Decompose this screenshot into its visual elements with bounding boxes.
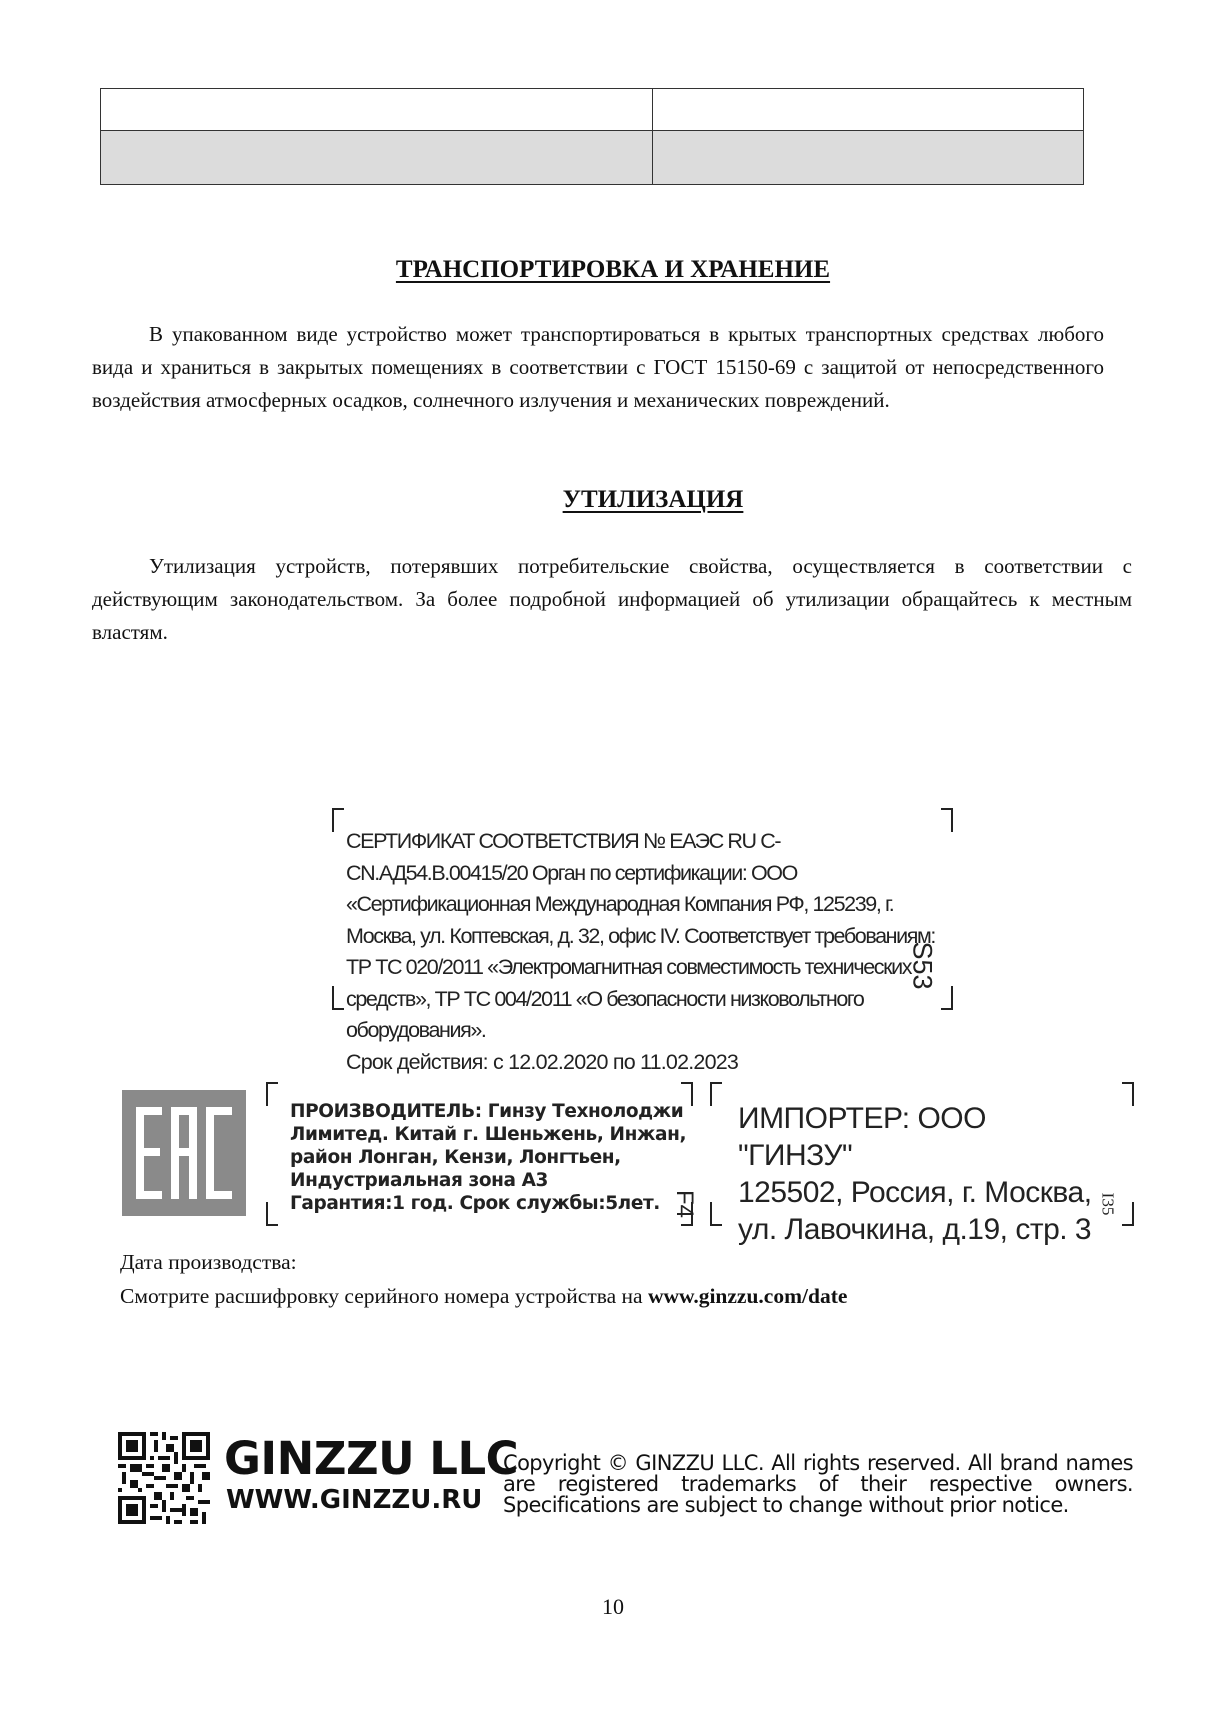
spec-table: [100, 88, 1084, 185]
brand-name: GINZZU LLC: [224, 1432, 519, 1485]
page-number: 10: [602, 1594, 624, 1619]
frame-corner: [332, 986, 344, 1010]
production-info: [120, 1245, 1120, 1313]
frame-corner: [1122, 1082, 1134, 1106]
transport-text: В упакованном виде устройство может транспортироваться в крытых транспортных средствах любого вида и храниться в закрытых помещениях в соответствии с ГОСТ 15150-69 с защитой от непосредственного воздействия атмосферных осадков, солнечного излучения и механических повреждений.: [92, 322, 1104, 412]
importer-line: ул. Лавочкина, д.19, стр. 3: [738, 1213, 1092, 1246]
certificate-body: СЕРТИФИКАТ СООТВЕТСТВИЯ № ЕАЭС RU C-CN.АД54.В.00415/20 Орган по сертификации: ООО «Сертификационная Международная Компания РФ, 125239, г. Москва, ул. Коптевская, д. 32, офис IV. Соответствует требованиям: ТР ТС 020/2011 «Электромагнитная совместимость технических средств», ТР ТС 004/2011 «О безопасности низковольтного оборудования».: [346, 829, 935, 1042]
table-cell: [653, 89, 1084, 131]
manufacturer-line: ПРОИЗВОДИТЕЛЬ: Гинзу Технолоджи: [290, 1101, 684, 1122]
frame-corner: [332, 808, 344, 832]
certificate-validity: Срок действия: с 12.02.2020 по 11.02.2023: [346, 1049, 739, 1074]
frame-corner: [710, 1202, 722, 1226]
table-cell: [653, 131, 1084, 185]
frame-corner: [1122, 1202, 1134, 1226]
manufacturer-line: Индустриальная зона А3: [290, 1170, 549, 1191]
serial-info: [120, 1279, 1120, 1313]
copyright-text: Copyright © GINZZU LLC. All rights reserved. All brand names are registered trademarks of their respective owners. Specifications are subject to change without prior notice.: [503, 1451, 1133, 1517]
table-row: [101, 131, 1084, 185]
serial-text: Смотрите расшифровку серийного номера устройства на: [120, 1284, 648, 1308]
manufacturer-line: Гарантия:1 год. Срок службы:5лет.: [290, 1193, 660, 1214]
eac-logo-icon: [122, 1090, 246, 1216]
table-cell: [101, 89, 653, 131]
importer-code: I35: [1098, 1192, 1118, 1216]
table-cell: [101, 131, 653, 185]
qr-code-icon: [118, 1432, 210, 1524]
importer-text: [738, 1100, 1098, 1248]
transport-heading: ТРАНСПОРТИРОВКА И ХРАНЕНИЕ: [395, 256, 831, 283]
manufacturer-line: Лимитед. Китай г. Шеньжень, Инжан,: [290, 1124, 687, 1145]
frame-corner: [266, 1082, 278, 1106]
certificate-text: [346, 826, 946, 1078]
importer-line: ИМПОРТЕР: ООО "ГИНЗУ": [738, 1102, 986, 1172]
disposal-heading: УТИЛИЗАЦИЯ: [562, 486, 744, 513]
frame-corner: [710, 1082, 722, 1106]
production-date-label: Дата производства:: [120, 1250, 297, 1274]
manufacturer-line: район Лонган, Кензи, Лонгтьен,: [290, 1147, 621, 1168]
manufacturer-text: [290, 1100, 690, 1215]
certificate-code: S53: [907, 941, 938, 990]
eac-mark: [122, 1090, 246, 1216]
brand-site[interactable]: WWW.GINZZU.RU: [226, 1485, 483, 1515]
frame-corner: [266, 1202, 278, 1226]
importer-line: 125502, Россия, г. Москва,: [738, 1176, 1092, 1209]
disposal-text: Утилизация устройств, потерявших потребительские свойства, осуществляется в соответствии с действующим законодательством. За более подробной информацией об утилизации обращайтесь к местным властям.: [92, 554, 1132, 644]
serial-link[interactable]: www.ginzzu.com/date: [647, 1284, 848, 1308]
manufacturer-code: F4: [671, 1189, 699, 1219]
table-row: [101, 89, 1084, 131]
